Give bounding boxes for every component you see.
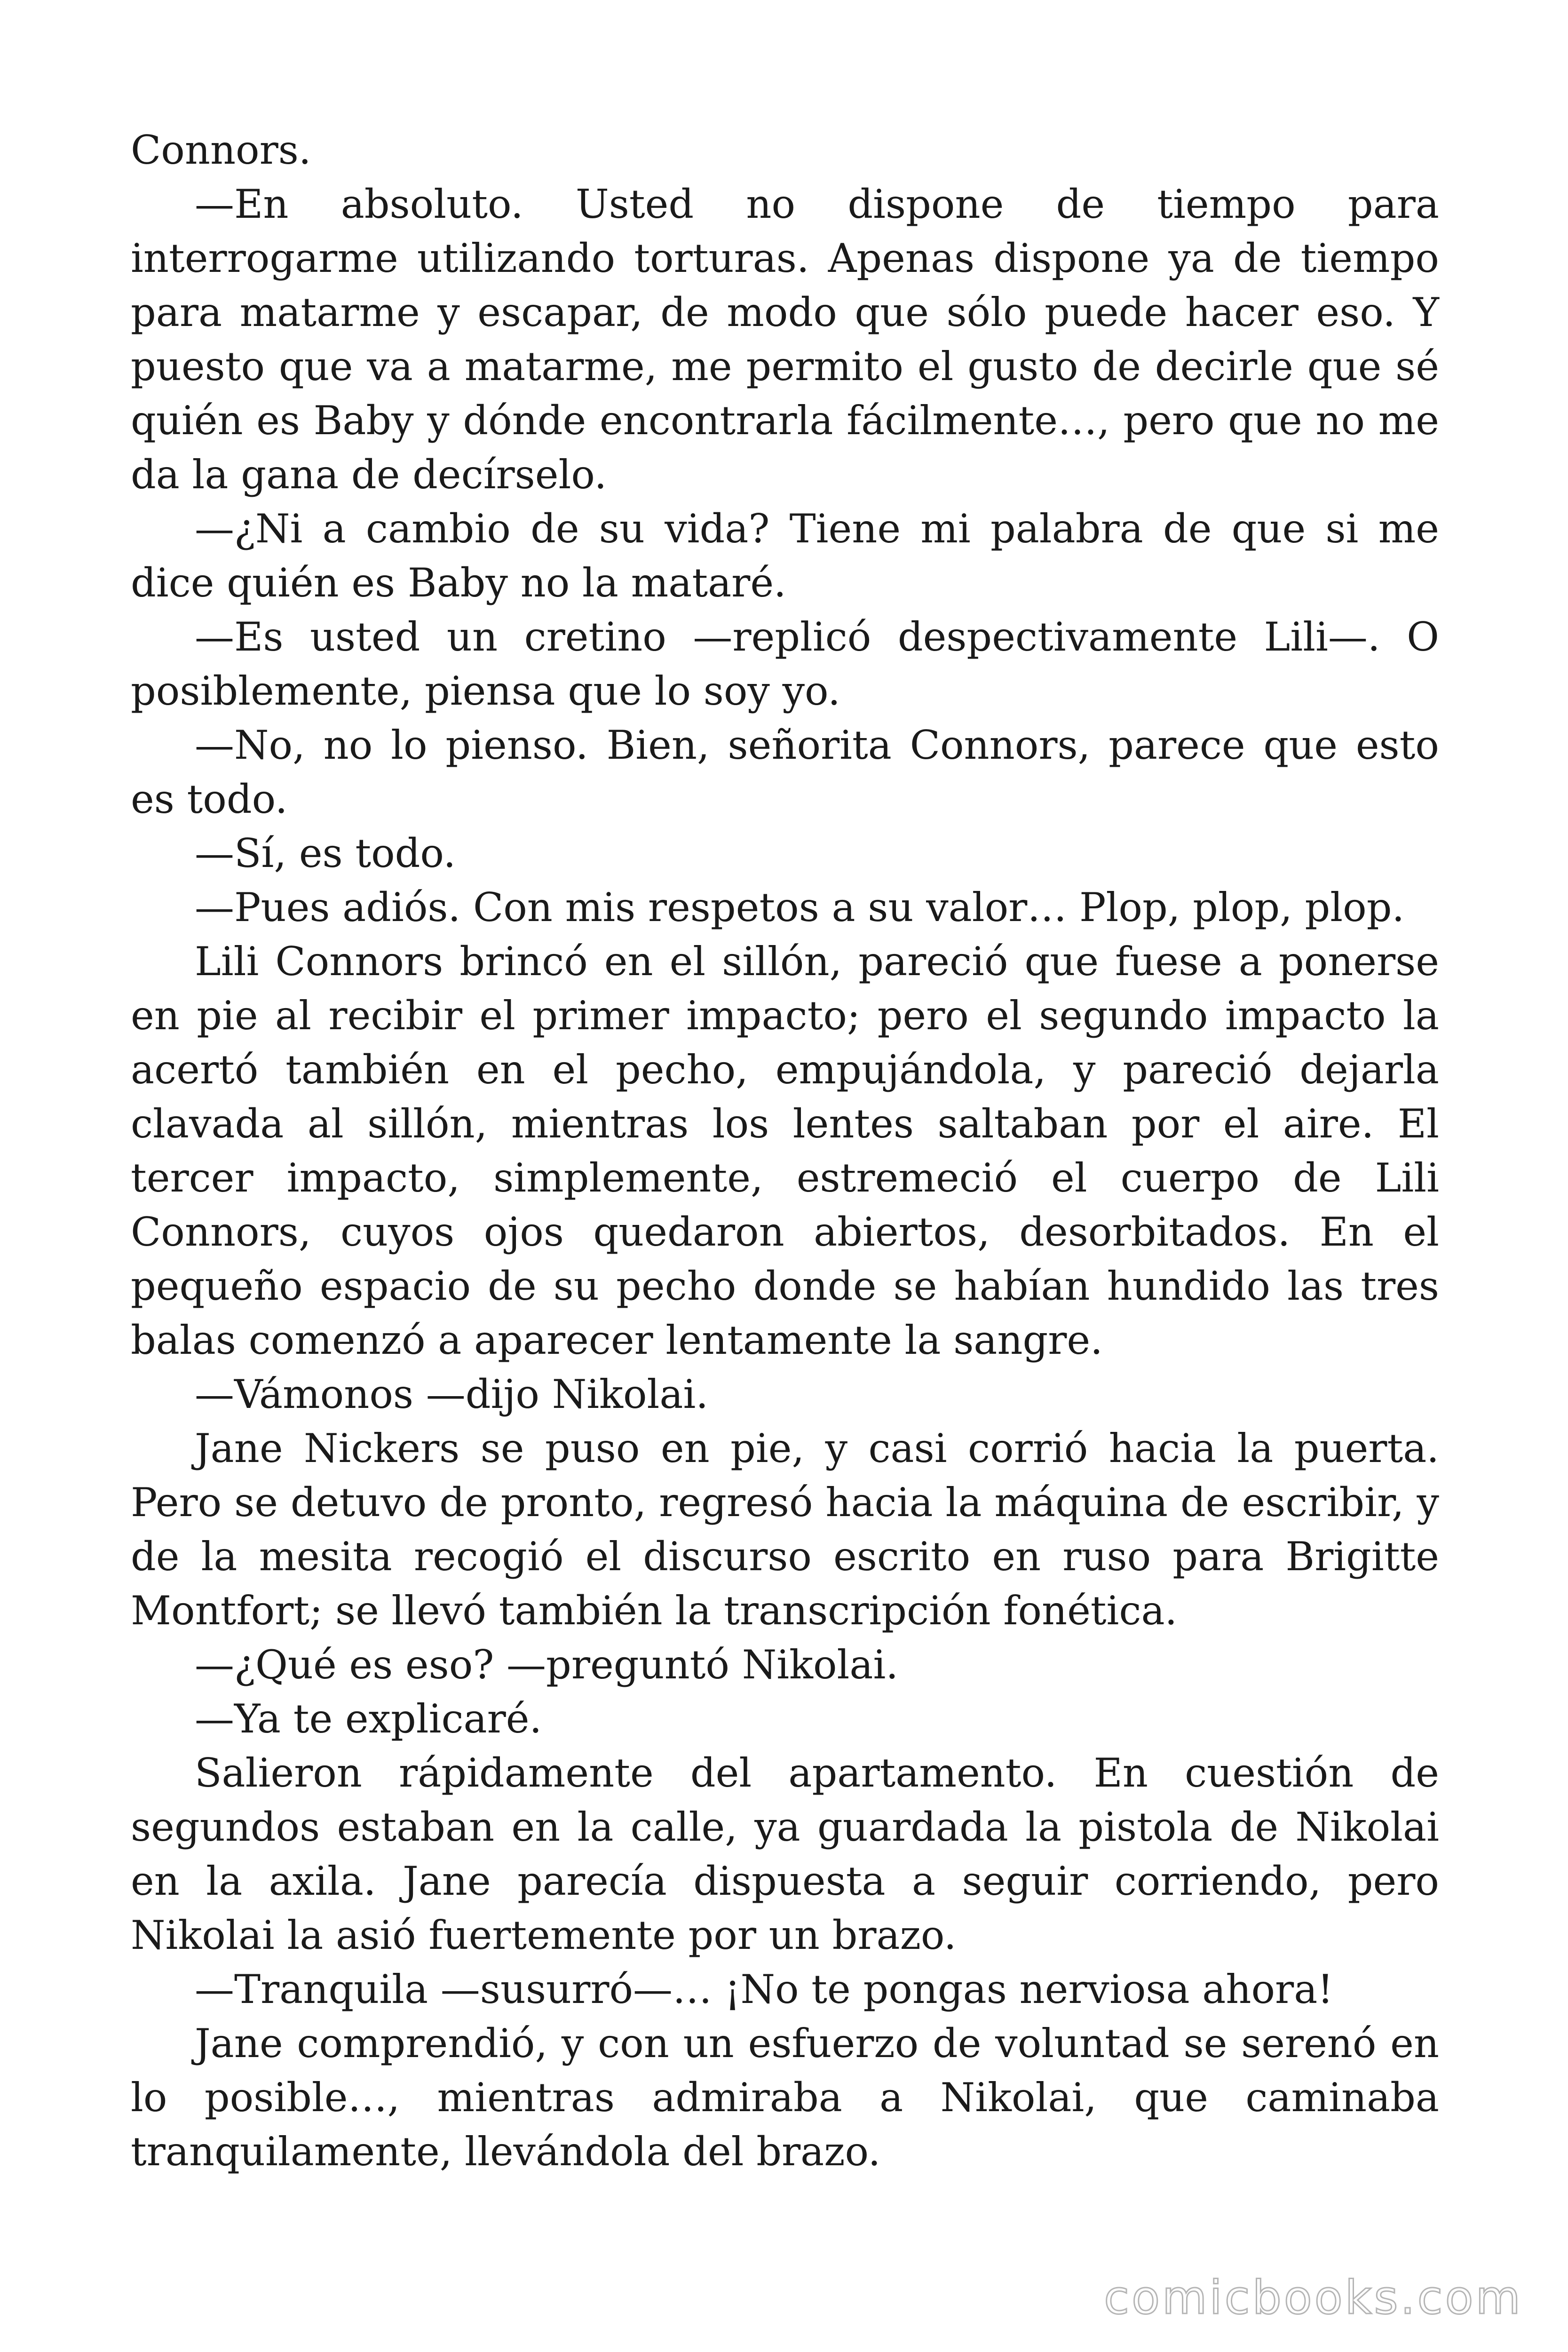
page-text bbox=[131, 123, 1439, 2179]
paragraph: —No, no lo pienso. Bien, señorita Connors, parece que esto es todo. bbox=[131, 722, 1439, 822]
paragraph: —Pues adiós. Con mis respetos a su valor… Plop, plop, plop. bbox=[195, 884, 1405, 930]
paragraph: Connors. bbox=[131, 127, 311, 173]
paragraph: Jane comprendió, y con un esfuerzo de voluntad se serenó en lo posible…, mientras admiraba a Nikolai, que caminaba tranquilamente, llevándola del brazo. bbox=[131, 2020, 1439, 2175]
paragraph: —Ya te explicaré. bbox=[195, 1696, 542, 1742]
paragraph: —Tranquila —susurró—… ¡No te pongas nerviosa ahora! bbox=[195, 1966, 1334, 2012]
paragraph: Jane Nickers se puso en pie, y casi corrió hacia la puerta. Pero se detuvo de pronto, regresó hacia la máquina de escribir, y de la mesita recogió el discurso escrito en ruso para Brigitte Montfort; se llevó también la transcripción fonética. bbox=[131, 1425, 1439, 1634]
paragraph: Lili Connors brincó en el sillón, pareció que fuese a ponerse en pie al recibir el primer impacto; pero el segundo impacto la acertó también en el pecho, empujándola, y pareció dejarla clavada al sillón, mientras los lentes saltaban por el aire. El tercer impacto, simplemente, estremeció el cuerpo de Lili Connors, cuyos ojos quedaron abiertos, desorbitados. En el pequeño espacio de su pecho donde se habían hundido las tres balas comenzó a aparecer lentamente la sangre. bbox=[131, 938, 1439, 1363]
paragraph: —¿Qué es eso? —preguntó Nikolai. bbox=[195, 1642, 899, 1688]
paragraph: —Vámonos —dijo Nikolai. bbox=[195, 1371, 709, 1417]
paragraph: —En absoluto. Usted no dispone de tiempo para interrogarme utilizando torturas. Apenas dispone ya de tiempo para matarme y escapar, de modo que sólo puede hacer eso. Y puesto que va a matarme, me permito el gusto de decirle que sé quién es Baby y dónde encontrarla fácilmente…, pero que no me da la gana de decírselo. bbox=[131, 181, 1439, 498]
paragraph: —Sí, es todo. bbox=[195, 830, 456, 876]
watermark-logo: comicbooks.com bbox=[1104, 2271, 1523, 2325]
paragraph: —¿Ni a cambio de su vida? Tiene mi palabra de que si me dice quién es Baby no la mataré. bbox=[131, 506, 1439, 606]
paragraph: —Es usted un cretino —replicó despectivamente Lili—. O posiblemente, piensa que lo soy yo. bbox=[131, 614, 1439, 714]
paragraph: Salieron rápidamente del apartamento. En cuestión de segundos estaban en la calle, ya guardada la pistola de Nikolai en la axila. Jane parecía dispuesta a seguir corriendo, pero Nikolai la asió fuertemente por un brazo. bbox=[131, 1750, 1439, 1958]
